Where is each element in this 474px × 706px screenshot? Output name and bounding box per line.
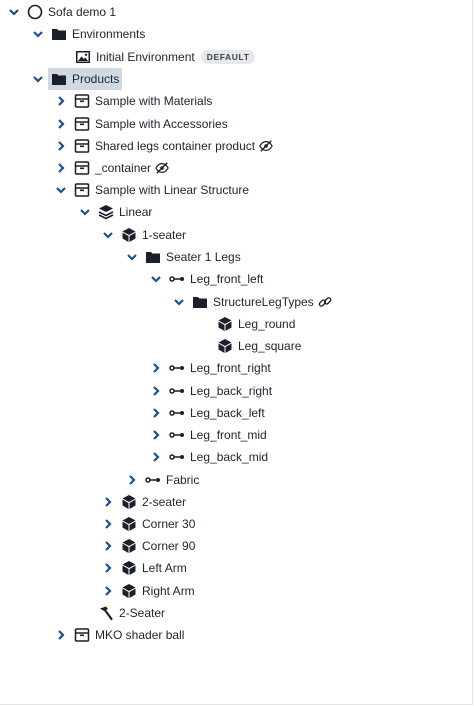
- right-arm-label: Right Arm: [142, 584, 195, 598]
- environments-label: Environments: [72, 27, 146, 41]
- tree-row-linear[interactable]: [0, 201, 474, 223]
- chevron-right-icon[interactable]: [149, 384, 163, 398]
- tree-row-1-seater[interactable]: [0, 224, 474, 246]
- chevron-right-icon[interactable]: [125, 473, 139, 487]
- mko-shader-ball-label: MKO shader ball: [95, 628, 185, 642]
- seater2-build-label: 2-Seater: [119, 606, 166, 620]
- product-box-icon: [74, 116, 90, 132]
- chevron-down-icon[interactable]: [101, 228, 115, 242]
- product-box-icon: [74, 182, 90, 198]
- chevron-right-icon[interactable]: [54, 161, 68, 175]
- connector-icon: [169, 427, 185, 443]
- circle-icon: [27, 4, 43, 20]
- connector-icon: [169, 449, 185, 465]
- cube-icon: [121, 516, 137, 532]
- tree-row-2-seater-build[interactable]: [0, 602, 474, 624]
- connector-icon: [169, 360, 185, 376]
- connector-icon: [169, 405, 185, 421]
- chevron-down-icon[interactable]: [7, 5, 21, 19]
- chevron-right-icon[interactable]: [54, 117, 68, 131]
- cube-icon: [217, 338, 233, 354]
- sample-accessories-label: Sample with Accessories: [95, 117, 228, 131]
- initial-environment-label: Initial Environment: [96, 50, 195, 64]
- tree-row-fabric[interactable]: [0, 469, 474, 491]
- tree-row-left-arm[interactable]: [0, 557, 474, 579]
- leg-square-label: Leg_square: [238, 339, 302, 353]
- leg-front-mid-label: Leg_front_mid: [190, 428, 267, 442]
- leg-front-left-label: Leg_front_left: [190, 272, 264, 286]
- layers-icon: [98, 204, 114, 220]
- left-arm-label: Left Arm: [142, 561, 187, 575]
- cube-icon: [121, 560, 137, 576]
- tree-row-environments[interactable]: [0, 23, 474, 45]
- chevron-right-icon[interactable]: [54, 139, 68, 153]
- eye-off-icon: [259, 139, 273, 153]
- seater1-legs-label: Seater 1 Legs: [166, 250, 241, 264]
- sample-materials-label: Sample with Materials: [95, 94, 213, 108]
- tree-row-leg-front-left[interactable]: [0, 268, 474, 290]
- chevron-down-icon[interactable]: [78, 205, 92, 219]
- chevron-down-icon[interactable]: [125, 250, 139, 264]
- root-label: Sofa demo 1: [48, 5, 117, 19]
- tree-row-2-seater[interactable]: [0, 491, 474, 513]
- tree-row-corner-90[interactable]: [0, 535, 474, 557]
- chevron-right-icon[interactable]: [101, 561, 115, 575]
- structure-leg-types-label: StructureLegTypes: [213, 295, 314, 309]
- chevron-right-icon[interactable]: [54, 94, 68, 108]
- tree-row-structure-leg-types[interactable]: [0, 291, 474, 313]
- leg-back-right-label: Leg_back_right: [190, 384, 273, 398]
- hammer-icon: [98, 605, 114, 621]
- tree-row-leg-front-mid[interactable]: [0, 424, 474, 446]
- cube-icon: [121, 583, 137, 599]
- leg-back-left-label: Leg_back_left: [190, 406, 265, 420]
- tree-row-leg-back-right[interactable]: [0, 380, 474, 402]
- folder-icon: [51, 26, 67, 42]
- chevron-down-icon[interactable]: [31, 27, 45, 41]
- tree-row-leg-round[interactable]: [0, 313, 474, 335]
- chevron-right-icon[interactable]: [101, 539, 115, 553]
- tree-row-leg-square[interactable]: [0, 335, 474, 357]
- cube-icon: [121, 227, 137, 243]
- connector-icon: [169, 383, 185, 399]
- chevron-down-icon[interactable]: [149, 272, 163, 286]
- connector-icon: [169, 271, 185, 287]
- chevron-right-icon[interactable]: [149, 428, 163, 442]
- tree-row-mko-shader-ball[interactable]: [0, 624, 474, 646]
- tree-row-leg-front-right[interactable]: [0, 357, 474, 379]
- chevron-down-icon[interactable]: [31, 72, 45, 86]
- eye-off-icon: [155, 161, 169, 175]
- chevron-right-icon[interactable]: [54, 628, 68, 642]
- chevron-down-icon[interactable]: [172, 295, 186, 309]
- seater1-label: 1-seater: [142, 228, 187, 242]
- shared-legs-label: Shared legs container product: [95, 139, 256, 153]
- tree-row-right-arm[interactable]: [0, 580, 474, 602]
- link-icon: [318, 295, 332, 309]
- tree-row-leg-back-mid[interactable]: [0, 446, 474, 468]
- tree-row-initial-environment[interactable]: [0, 46, 474, 68]
- folder-icon: [51, 71, 67, 87]
- leg-back-mid-label: Leg_back_mid: [190, 450, 269, 464]
- cube-icon: [121, 494, 137, 510]
- chevron-right-icon[interactable]: [149, 361, 163, 375]
- fabric-label: Fabric: [166, 473, 200, 487]
- product-box-icon: [74, 627, 90, 643]
- chevron-right-icon[interactable]: [101, 584, 115, 598]
- seater2-label: 2-seater: [142, 495, 187, 509]
- tree-row-root[interactable]: [0, 1, 474, 23]
- tree-row-leg-back-left[interactable]: [0, 402, 474, 424]
- tree-row-sample-materials[interactable]: [0, 90, 474, 112]
- tree-row-seater1-legs[interactable]: [0, 246, 474, 268]
- corner30-label: Corner 30: [142, 517, 196, 531]
- product-box-icon: [74, 138, 90, 154]
- cube-icon: [121, 538, 137, 554]
- default-badge: DEFAULT: [201, 50, 256, 64]
- leg-round-label: Leg_round: [238, 317, 296, 331]
- tree-row-shared-legs[interactable]: [0, 135, 474, 157]
- product-box-icon: [74, 93, 90, 109]
- tree-row-products[interactable]: [0, 68, 474, 90]
- connector-icon: [145, 472, 161, 488]
- linear-label: Linear: [119, 205, 153, 219]
- tree-row-sample-accessories[interactable]: [0, 113, 474, 135]
- corner90-label: Corner 90: [142, 539, 196, 553]
- tree-row-sample-linear[interactable]: [0, 179, 474, 201]
- chevron-right-icon[interactable]: [101, 517, 115, 531]
- tree-row-corner-30[interactable]: [0, 513, 474, 535]
- tree-row-container[interactable]: [0, 157, 474, 179]
- leg-front-right-label: Leg_front_right: [190, 361, 271, 375]
- products-label: Products: [72, 72, 120, 86]
- selected-highlight: [48, 68, 122, 90]
- chevron-right-icon[interactable]: [149, 450, 163, 464]
- product-box-icon: [74, 160, 90, 176]
- chevron-right-icon[interactable]: [149, 406, 163, 420]
- image-icon: [75, 49, 91, 65]
- chevron-down-icon[interactable]: [54, 183, 68, 197]
- folder-icon: [192, 294, 208, 310]
- cube-icon: [217, 316, 233, 332]
- chevron-right-icon[interactable]: [101, 495, 115, 509]
- sample-linear-label: Sample with Linear Structure: [95, 183, 250, 197]
- container-label: _container: [95, 161, 152, 175]
- folder-icon: [145, 249, 161, 265]
